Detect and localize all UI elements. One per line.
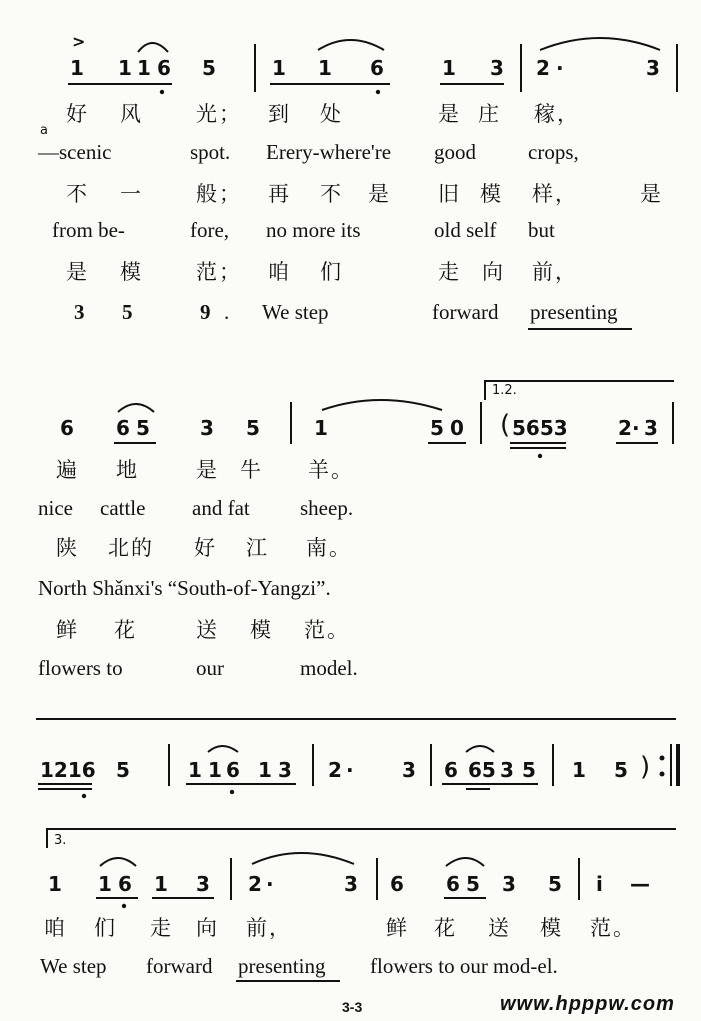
lyric-cn: 送 (488, 916, 511, 940)
lyric-cn: 送 (196, 618, 219, 642)
lyric-en: We step (262, 300, 329, 324)
note: 1 (48, 872, 62, 896)
note: 1 (188, 758, 202, 782)
slur (446, 858, 484, 866)
note: 6 (444, 758, 458, 782)
note: 5 (430, 416, 444, 440)
lyric-en: flowers to our mod-el. (370, 954, 558, 978)
lyric-cn: 范。 (590, 916, 636, 940)
lyric-cn: 鲜 (386, 916, 409, 940)
note: 2 (328, 758, 342, 782)
lyric-cn: 是 (368, 182, 391, 206)
lyric-en: nice (38, 496, 73, 520)
lyric-cn: 好 (194, 536, 217, 560)
note-dot: · (556, 56, 564, 80)
lyric-en: We step (40, 954, 107, 978)
note: 1 (208, 758, 222, 782)
note-dot: · (346, 758, 354, 782)
lyric-cn: 江 (246, 536, 269, 560)
lyric-en: 5 (122, 300, 133, 324)
lyric-cn: 花 (114, 618, 137, 642)
note: 1 (572, 758, 586, 782)
dash: — (630, 872, 650, 896)
lyric-cn: 陕 (56, 536, 79, 560)
note: 3 (200, 416, 214, 440)
note: 6 (60, 416, 74, 440)
note: 5 (246, 416, 260, 440)
lyric-en: our (196, 656, 224, 680)
lyric-en: model. (300, 656, 358, 680)
octave-dot (230, 790, 234, 794)
note: 2 (618, 416, 632, 440)
watermark-url: www.hpppw.com (500, 993, 675, 1015)
note: 6 (226, 758, 240, 782)
lyric-cn: 范。 (304, 618, 350, 642)
lyric-cn: 光； (196, 102, 242, 126)
note: 5 (522, 758, 536, 782)
lyric-en: —scenic (38, 140, 112, 164)
lyric-en: 3 (74, 300, 85, 324)
paren: ) (640, 752, 651, 782)
lyric-en: sheep. (300, 496, 354, 520)
note: 1 (314, 416, 328, 440)
lyric-cn: 咱 (268, 260, 291, 284)
note: 6 (157, 56, 171, 80)
note-dot: · (266, 872, 274, 896)
lyric-en: and fat (192, 496, 250, 520)
lyric-cn: 般； (196, 182, 242, 206)
note: 5 (548, 872, 562, 896)
note: 1 (154, 872, 168, 896)
lyric-en: spot. (190, 140, 231, 164)
lyric-cn: 前， (246, 916, 292, 940)
tie (540, 38, 660, 50)
lyric-cn: 咱 (44, 916, 67, 940)
lyric-cn: 模 (540, 916, 563, 940)
lyric-cn: 地 (116, 458, 139, 482)
octave-dot (538, 454, 542, 458)
lyric-cn: 北的 (108, 536, 154, 560)
note: 1 (98, 872, 112, 896)
note: 3 (196, 872, 210, 896)
note: 1216 (40, 758, 96, 782)
note: 1 (70, 56, 84, 80)
note: 5653 (512, 416, 568, 440)
lyric-cn: 稼， (534, 102, 580, 126)
note: 3 (646, 56, 660, 80)
note: 1 (118, 56, 132, 80)
lyric-en: crops, (528, 140, 579, 164)
lyric-cn: 们 (94, 916, 117, 940)
lyric-en: from be- (52, 218, 125, 242)
note: 6 (118, 872, 132, 896)
lyric-cn: 鲜 (56, 618, 79, 642)
lyric-cn: 走 (438, 260, 461, 284)
note: 3 (278, 758, 292, 782)
lyric-en: but (528, 218, 555, 242)
lyric-cn: 不 (320, 182, 343, 206)
note: 3 (502, 872, 516, 896)
lyric-cn: 羊。 (308, 458, 354, 482)
lyric-en: 9 (200, 300, 211, 324)
repeat-dot (660, 756, 665, 761)
lyric-cn: 向 (482, 260, 505, 284)
lyric-cn: 是 (196, 458, 219, 482)
note: 1 (258, 758, 272, 782)
lyric-cn: 是 (438, 102, 461, 126)
lyric-cn: 范； (196, 260, 242, 284)
note: 5 (136, 416, 150, 440)
note: 1 (272, 56, 286, 80)
lyric-en: good (434, 140, 476, 164)
slur (466, 746, 494, 752)
octave-dot (122, 904, 126, 908)
lyric-cn: 样， (532, 182, 578, 206)
note: i (596, 872, 603, 896)
note: 3 (644, 416, 658, 440)
slur (318, 40, 384, 50)
lyric-cn: 模 (480, 182, 503, 206)
note: 6 (446, 872, 460, 896)
lyric-en: no more its (266, 218, 361, 242)
lyric-en: presenting (530, 300, 618, 324)
page-number: 3-3 (342, 999, 363, 1015)
note: 5 (614, 758, 628, 782)
lyric-cn: 向 (196, 916, 219, 940)
paren: ( (500, 410, 511, 440)
note: 3 (500, 758, 514, 782)
slur (100, 858, 136, 866)
note: 6 (116, 416, 130, 440)
lyric-cn: 好 (66, 102, 89, 126)
lyric-en: old self (434, 218, 497, 242)
octave-dot (160, 90, 164, 94)
note: 6 (370, 56, 384, 80)
lyric-en: forward (146, 954, 213, 978)
lyric-cn: 牛 (240, 458, 263, 482)
lyric-cn: 庄 (478, 102, 501, 126)
lyric-cn: 前， (532, 260, 578, 284)
lyric-cn: 走 (150, 916, 173, 940)
lyric-cn: 旧 (438, 182, 461, 206)
volta-label: 3. (54, 833, 67, 848)
accent-mark: > (72, 32, 86, 51)
note: 5 (466, 872, 480, 896)
slur (118, 404, 154, 412)
volta-label: 1.2. (492, 383, 517, 398)
lyric-cn: 是 (66, 260, 89, 284)
lyric-en: . (224, 300, 230, 324)
note: 2 (248, 872, 262, 896)
lyric-cn: 是 (640, 182, 663, 206)
note: 65 (468, 758, 496, 782)
lyric-cn: 遍 (56, 458, 79, 482)
lyric-cn: 模 (120, 260, 143, 284)
note: 1 (318, 56, 332, 80)
lyric-cn: 再 (268, 182, 291, 206)
note: 3 (402, 758, 416, 782)
lyric-cn: 南。 (306, 536, 352, 560)
note: 1 (137, 56, 151, 80)
slur (208, 746, 238, 752)
tie (252, 853, 354, 864)
note: 1 (442, 56, 456, 80)
lyric-cn: 处 (320, 102, 343, 126)
lyric-cn: 到 (268, 102, 291, 126)
lyric-en: cattle (100, 496, 146, 520)
lyric-en: fore, (190, 218, 230, 242)
slur (138, 43, 168, 52)
note: 0 (450, 416, 464, 440)
note: 6 (390, 872, 404, 896)
lyric-en: flowers to (38, 656, 123, 680)
note-dot: · (632, 416, 640, 440)
lyric-en: Erery-where're (266, 140, 392, 164)
lyric-en: forward (432, 300, 499, 324)
lyric-cn: 花 (434, 916, 457, 940)
note: 3 (490, 56, 504, 80)
lyric-cn: 风 (120, 102, 143, 126)
octave-dot (82, 794, 86, 798)
lyric-cn: 们 (320, 260, 343, 284)
lyric-en: North Shǎnxi's “South-of-Yangzi”. (38, 576, 331, 600)
lyric-cn: 一 (120, 182, 143, 206)
octave-dot (376, 90, 380, 94)
lyric-en: presenting (238, 954, 326, 978)
repeat-dot (660, 772, 665, 777)
tie (322, 400, 442, 410)
note: 2 (536, 56, 550, 80)
note: 5 (202, 56, 216, 80)
lyric-cn: 模 (250, 618, 273, 642)
note: 3 (344, 872, 358, 896)
mark-a: a (40, 123, 48, 138)
lyric-cn: 不 (66, 182, 89, 206)
note: 5 (116, 758, 130, 782)
